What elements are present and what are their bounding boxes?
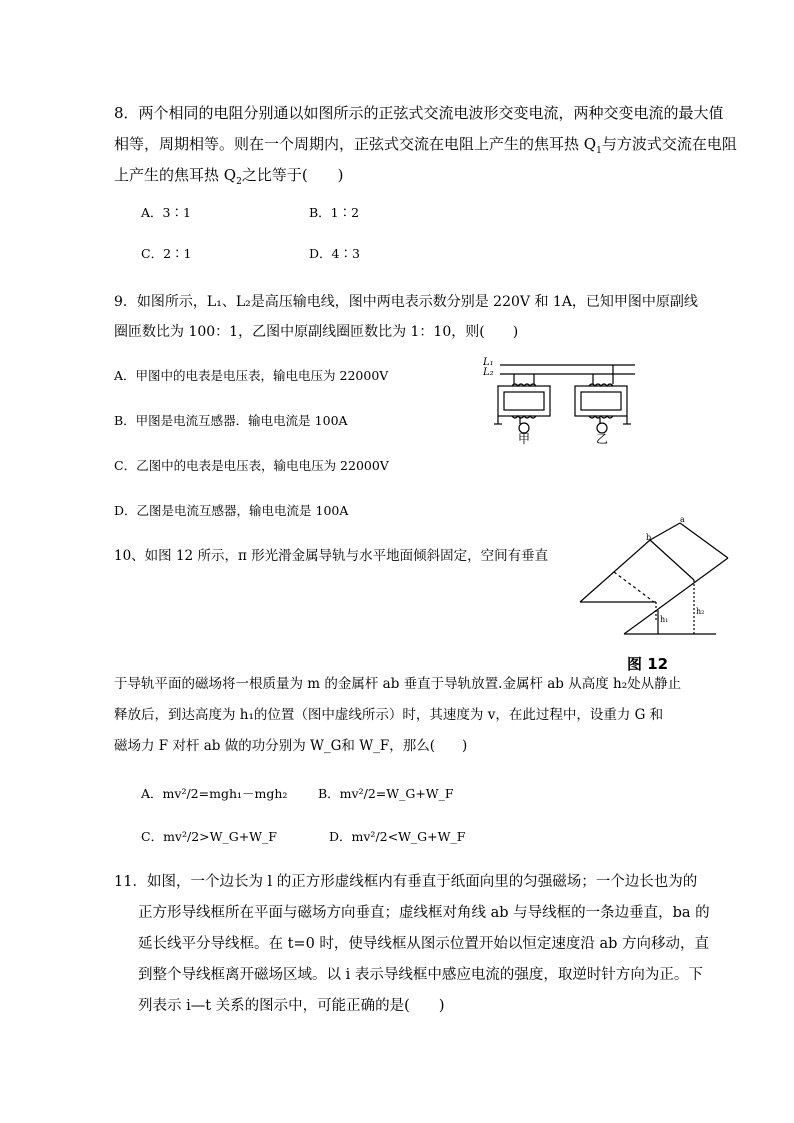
q8-line-3b: 之比等于( ) <box>241 166 344 184</box>
figure-12-caption: 图 12 <box>627 655 669 673</box>
label-h2: h₂ <box>696 607 705 616</box>
transformer-yi-inner <box>581 392 621 410</box>
label-jia: 甲 <box>518 432 531 446</box>
q8-line-3a: 上产生的焦耳热 Q <box>114 166 237 184</box>
q8-option-b: B．1∶2 <box>309 205 360 220</box>
q9-line-1: 9．如图所示，L₁、L₂是高压输电线，图中两电表示数分别是 220V 和 1A，已知甲图中原副线 <box>114 294 698 310</box>
q9-option-b: B．甲图是电流互感器．输电电流是 100A <box>114 413 348 428</box>
q10-line-2: 于导轨平面的磁场将一根质量为 m 的金属杆 ab 垂直于导轨放置.金属杆 ab 从高度 h₂处从静止 <box>114 676 682 692</box>
transformer-jia-inner <box>504 392 544 410</box>
rail-left <box>580 540 650 602</box>
q8-option-a: A．3∶1 <box>141 205 191 220</box>
rail-right-top <box>680 523 728 558</box>
transformer-yi-outer <box>575 386 627 416</box>
label-l2: L₂ <box>483 367 494 378</box>
rod-ab <box>650 540 694 580</box>
q10-line-3: 释放后，到达高度为 h₁的位置（图中虚线所示）时，其速度为 v，在此过程中，设重力 G 和 <box>114 707 664 723</box>
q10-option-a: A．mv²/2=mgh₁－mgh₂ <box>141 786 288 801</box>
label-h1: h₁ <box>660 615 669 624</box>
q8-line-3: 上产生的焦耳热 $Q_2$之比等于( ) <box>114 166 344 187</box>
q8-option-c: C．2∶1 <box>141 246 192 261</box>
q10-option-d: D．mv²/2<W_G+W_F <box>329 829 466 844</box>
q9-option-c: C．乙图中的电表是电压表，输电电压为 22000V <box>114 458 389 473</box>
label-b: b <box>646 533 652 542</box>
q8-line-2b: 与方波式交流在电阻 <box>601 135 737 153</box>
label-a: a <box>680 515 685 524</box>
q10-line-1: 10、如图 12 所示，π 形光滑金属导轨与水平地面倾斜固定，空间有垂直 <box>114 548 549 564</box>
q8-option-d: D．4∶3 <box>309 246 360 261</box>
q11-line-4: 到整个导线框离开磁场区域。以 i 表示导线框中感应电流的强度，取逆时针方向为正。下 <box>138 967 703 983</box>
label-yi: 乙 <box>596 432 609 446</box>
rail-top <box>650 523 680 540</box>
label-l1: L₁ <box>483 357 494 368</box>
q10-option-b: B．mv²/2=W_G+W_F <box>318 786 454 801</box>
transformer-jia-outer <box>498 386 550 416</box>
q10-option-c: C．mv²/2>W_G+W_F <box>141 829 277 844</box>
q8-line-1: 8．两个相同的电阻分别通以如图所示的正弦式交流电波形交变电流，两种交变电流的最大值 <box>114 104 724 122</box>
q8-line-2: 相等，周期相等。则在一个周期内，正弦式交流在电阻上产生的焦耳热 $Q_1$与方波式交流在电阻 <box>114 135 737 156</box>
q10-line-4: 磁场力 F 对杆 ab 做的功分别为 W_G和 W_F，那么( ) <box>114 738 468 754</box>
q10-rail-figure <box>576 515 736 638</box>
q11-line-5: 列表示 i—t 关系的图示中，可能正确的是( ) <box>138 998 445 1014</box>
q9-option-a: A．甲图中的电表是电压表，输电电压为 22000V <box>114 368 389 383</box>
rail-right <box>624 558 728 634</box>
rod-dashed-position <box>614 572 654 602</box>
q8-line-2a: 相等，周期相等。则在一个周期内，正弦式交流在电阻上产生的焦耳热 Q <box>114 135 597 153</box>
q9-transformer-figure <box>480 356 640 446</box>
q11-line-1: 11．如图，一个边长为 l 的正方形虚线框内有垂直于纸面向里的匀强磁场；一个边长也为的 <box>114 874 698 890</box>
q9-line-2: 圈匝数比为 100：1，乙图中原副线圈匝数比为 1：10，则( ) <box>114 324 519 340</box>
q11-line-3: 延长线平分导线框。在 t=0 时，使导线框从图示位置开始以恒定速度沿 ab 方向移动，直 <box>138 936 710 952</box>
q11-line-2: 正方形导线框所在平面与磁场方向垂直；虚线框对角线 ab 与导线框的一条边垂直，ba 的 <box>138 905 710 921</box>
q9-option-d: D．乙图是电流互感器，输电电流是 100A <box>114 503 349 518</box>
